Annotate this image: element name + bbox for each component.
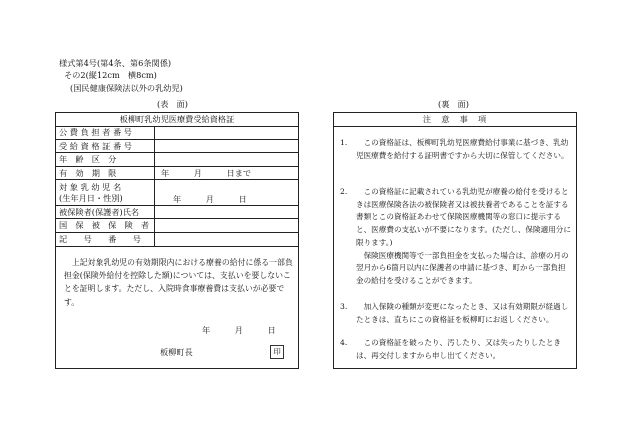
table-row: [56, 139, 298, 153]
front-card: [55, 112, 299, 369]
infant-birth-label: (生年月日・性別): [59, 192, 123, 203]
issue-date: 年 月 日: [202, 325, 276, 335]
item-text: この資格証を破ったり、汚したり、又は失ったりしたときは、再交付しますから申し出てください。: [356, 338, 562, 360]
certification-notice: [64, 256, 296, 309]
row-label-guardian: 被保険者(保護者)氏名: [56, 205, 155, 219]
notice-text: 上記対象乳幼児の有効期限内における療養の給付に係る一部負担金(保険外給付を控除した額)については、支払いを要しないことを証明します。ただし、入院時食事療養費は支払いが必要です。: [64, 258, 293, 307]
row-value-guardian: [155, 205, 299, 219]
table-row: [56, 126, 298, 139]
row-label-certificate-number: 受 給 資 格 証 番 号: [56, 139, 155, 153]
row-label-symbol-number: 記 号 番 号: [56, 233, 155, 247]
table-row: [56, 205, 298, 219]
form-scope: (国民健康保険法以外の乳幼児): [70, 83, 183, 93]
notice-item-3: [340, 301, 572, 326]
table-row: [56, 166, 298, 180]
back-side-label: (裏 面): [438, 99, 469, 109]
row-value-symbol-number: [155, 233, 299, 247]
row-label-infant: [56, 180, 155, 206]
item-number: 1.: [340, 138, 348, 147]
row-value-insured: [155, 219, 299, 233]
item-text-continued: 保険医療機関等で一部負担金を支払った場合は、診療の月の翌月から6箇月以内に保護者の申請に基づき、町から一部負担金の給付を受けることができます。: [356, 250, 569, 285]
row-label-age-category: 年 齢 区 分: [56, 153, 155, 167]
row-value-age-category: [155, 153, 299, 167]
item-text: この資格証は、板柳町乳幼児医療費給付事業に基づき、乳幼児医療費を給付する証明書ですから大切に保管してください。: [356, 138, 569, 160]
table-row: [56, 180, 298, 206]
form-size: その2(縦12cm 横8cm): [64, 70, 157, 80]
notice-item-4: [340, 337, 572, 362]
back-card-title: 注 意 事 項: [334, 113, 576, 127]
item-number: 2.: [340, 187, 348, 196]
row-value-payer-number: [155, 126, 299, 139]
table-row: [56, 219, 298, 233]
eligibility-table: [56, 126, 298, 247]
notice-item-1: [340, 137, 572, 162]
form-number: 様式第4号(第4条、第6条関係): [59, 58, 172, 68]
row-value-infant: 年 月 日: [155, 180, 299, 206]
issuer-name: 板柳町長: [160, 347, 193, 357]
item-text: 加入保険の種類が変更になったとき、又は有効期限が経過したときは、直ちにこの資格証を板柳町にお返しください。: [356, 302, 569, 324]
row-label-insured: 国 保 被 保 険 者: [56, 219, 155, 233]
row-value-certificate-number: [155, 139, 299, 153]
seal-box: 印: [270, 345, 284, 359]
item-text: この資格証に記載されている乳幼児が療養の給付を受けるときは医療保険各法の被保険者又は被扶養者であることを証する書類とこの資格証あわせて保険医療機関等の窓口に提示すると、医療費の支払いが不要になります。(ただし、保険適用分に限ります。): [356, 187, 571, 247]
notice-item-2: [340, 186, 572, 288]
row-label-payer-number: 公 費 負 担 者 番 号: [56, 126, 155, 139]
back-card: [333, 112, 577, 369]
infant-name-label: 対 象 乳 幼 児 名: [59, 181, 122, 192]
table-row: [56, 153, 298, 167]
front-side-label: (表 面): [157, 99, 188, 109]
row-value-expiry: 年 月 日まで: [155, 166, 299, 180]
front-card-title: 板柳町乳幼児医療費受給資格証: [56, 113, 298, 127]
row-label-expiry: 有 効 期 限: [56, 166, 155, 180]
item-number: 4.: [340, 338, 348, 347]
item-number: 3.: [340, 302, 348, 311]
table-row: [56, 233, 298, 247]
